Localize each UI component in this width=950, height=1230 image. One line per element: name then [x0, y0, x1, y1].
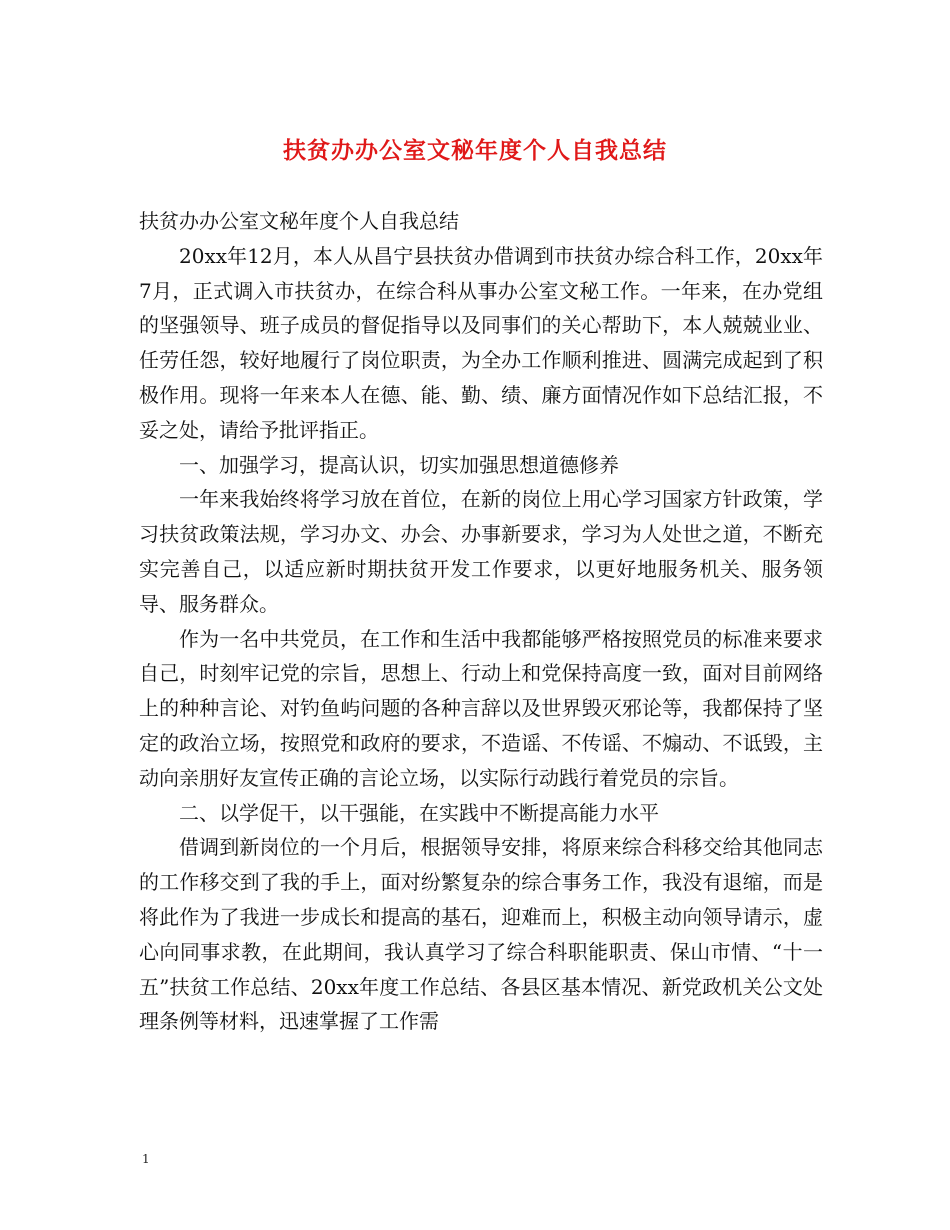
paragraph-practice: 借调到新岗位的一个月后，根据领导安排，将原来综合科移交给其他同志的工作移交到了我的手上，面对纷繁复杂的综合事务工作，我没有退缩，而是将此作为了我进一步成长和提高的基石，迎难而上，积极主动向领导请示，虚心向同事求教，在此期间，我认真学习了综合科职能职责、保山市情、“十一五”扶贫工作总结、20xx年度工作总结、各县区基本情况、新党政机关公文处理条例等材料，迅速掌握了工作需	[139, 835, 823, 1034]
paragraph-intro: 20xx年12月，本人从昌宁县扶贫办借调到市扶贫办综合科工作，20xx年7月，正式调入市扶贫办，在综合科从事办公室文秘工作。一年来，在办党组的坚强领导、班子成员的督促指导以及同事们的关心帮助下，本人兢兢业业、任劳任怨，较好地履行了岗位职责，为全办工作顺利推进、圆满完成起到了积极作用。现将一年来本人在德、能、勤、绩、廉方面情况作如下总结汇报，不妥之处，请给予批评指正。	[139, 243, 823, 442]
section-heading-2: 二、以学促干，以干强能，在实践中不断提高能力水平	[179, 800, 659, 825]
document-title: 扶贫办办公室文秘年度个人自我总结	[283, 137, 667, 164]
section-heading-1: 一、加强学习，提高认识，切实加强思想道德修养	[179, 452, 619, 477]
paragraph-subtitle: 扶贫办办公室文秘年度个人自我总结	[139, 209, 459, 233]
document-body	[139, 204, 823, 1039]
paragraph-party-member: 作为一名中共党员，在工作和生活中我都能够严格按照党员的标准来要求自己，时刻牢记党的宗旨，思想上、行动上和党保持高度一致，面对目前网络上的种种言论、对钓鱼屿问题的各种言辞以及世界毁灭邪论等，我都保持了坚定的政治立场，按照党和政府的要求，不造谣、不传谣、不煽动、不诋毁，主动向亲朋好友宣传正确的言论立场，以实际行动践行着党员的宗旨。	[139, 626, 823, 790]
page-number: 1	[142, 1152, 150, 1166]
paragraph-study: 一年来我始终将学习放在首位，在新的岗位上用心学习国家方针政策，学习扶贫政策法规，学习办文、办会、办事新要求，学习为人处世之道，不断充实完善自己，以适应新时期扶贫开发工作要求，以更好地服务机关、服务领导、服务群众。	[139, 487, 823, 616]
